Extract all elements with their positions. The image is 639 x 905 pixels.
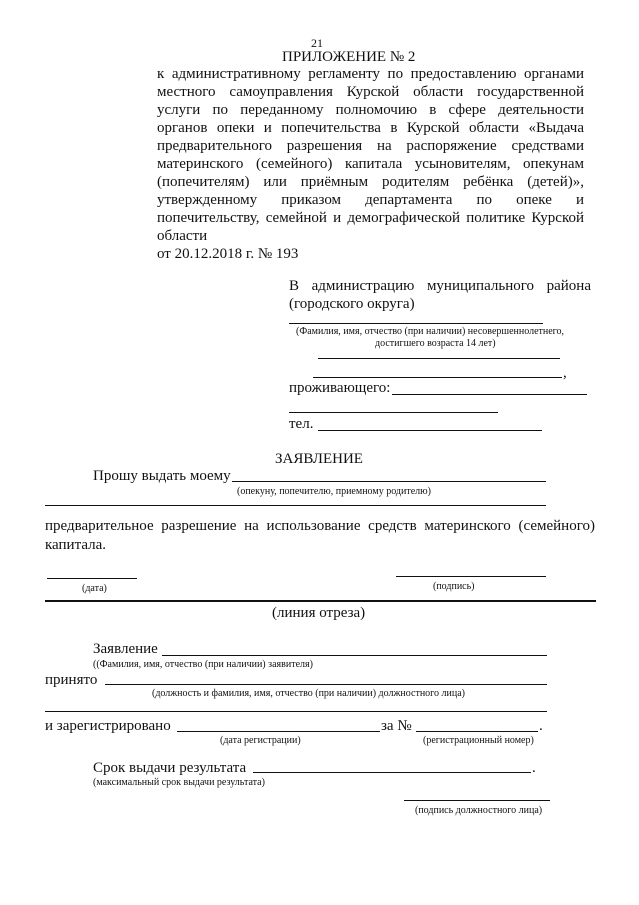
header-line: предварительного разрешения на распоряжение средствами	[157, 138, 584, 154]
header-line: области	[157, 228, 208, 244]
order-date: от 20.12.2018 г. № 193	[157, 246, 299, 262]
guardian-field[interactable]	[232, 481, 546, 482]
header-line: органов опеки и попечительства в Курской области «Выдача	[157, 120, 584, 136]
statement-title: ЗАЯВЛЕНИЕ	[275, 451, 363, 467]
reg-number-caption: (регистрационный номер)	[423, 735, 534, 746]
header-line: (попечителям) или приёмным родителям ребёнка (детей)»,	[157, 174, 584, 190]
date-field[interactable]	[47, 578, 137, 579]
official-signature-field[interactable]	[404, 800, 550, 801]
addressee-line: В администрацию муниципального района	[289, 278, 591, 294]
applicant-caption: ((Фамилия, имя, отчество (при наличии) заявителя)	[93, 659, 313, 670]
header-line: местного самоуправления Курской области государственной	[157, 84, 584, 100]
header-line: материнского (семейного) капитала усыновителям, опекунам	[157, 156, 584, 172]
deadline-field[interactable]	[253, 772, 531, 773]
guardian-field-line-2[interactable]	[45, 505, 546, 506]
fio-field[interactable]	[289, 323, 543, 324]
guardian-caption: (опекуну, попечителю, приемному родителю)	[237, 486, 431, 497]
official-caption: (должность и фамилия, имя, отчество (при наличии) должностного лица)	[152, 688, 465, 699]
signature-field[interactable]	[396, 576, 546, 577]
deadline-caption: (максимальный срок выдачи результата)	[93, 777, 265, 788]
page-number: 21	[311, 36, 323, 50]
accepted-label: принято	[45, 672, 98, 688]
statement-body: капитала.	[45, 537, 106, 553]
signature-caption: (подпись)	[433, 581, 475, 592]
registered-label: и зарегистрировано	[45, 718, 171, 734]
number-label: за №	[381, 718, 412, 734]
request-label: Прошу выдать моему	[93, 468, 231, 484]
fio-caption: (Фамилия, имя, отчество (при наличии) несовершеннолетнего,	[296, 326, 565, 337]
statement-body: предварительное разрешение на использование средств материнского (семейного)	[45, 518, 595, 534]
official-field-line-2[interactable]	[45, 711, 547, 712]
comma: ,	[563, 365, 567, 381]
reg-number-field[interactable]	[416, 731, 538, 732]
addressee-line: (городского округа)	[289, 296, 415, 312]
reg-date-field[interactable]	[177, 731, 380, 732]
fio-caption: достигшего возраста 14 лет)	[375, 338, 496, 349]
period: .	[532, 760, 536, 776]
period: .	[539, 718, 543, 734]
cut-line-label: (линия отреза)	[272, 605, 366, 621]
header-line: к административному регламенту по предоставлению органами	[157, 66, 584, 82]
official-signature-caption: (подпись должностного лица)	[415, 805, 543, 816]
address-field[interactable]	[392, 394, 587, 395]
header-line: утвержденному приказом департамента по опеке и	[157, 192, 584, 208]
official-field[interactable]	[105, 684, 547, 685]
phone-label: тел.	[289, 416, 314, 432]
phone-field[interactable]	[318, 430, 542, 431]
deadline-label: Срок выдачи результата	[93, 760, 247, 776]
address-field-line-2[interactable]	[289, 412, 498, 413]
fio-field-line-2[interactable]	[318, 358, 560, 359]
residing-label: проживающего:	[289, 380, 391, 396]
appendix-title: ПРИЛОЖЕНИЕ № 2	[282, 49, 416, 65]
date-caption: (дата)	[82, 583, 107, 594]
applicant-field[interactable]	[162, 655, 547, 656]
fio-field-line-3[interactable]	[313, 377, 562, 378]
header-line: услуги по переданному полномочию в сфере деятельности	[157, 102, 584, 118]
receipt-statement-label: Заявление	[93, 641, 158, 657]
reg-date-caption: (дата регистрации)	[220, 735, 301, 746]
cut-divider	[45, 600, 596, 602]
header-line: попечительству, семейной и демографической политике Курской	[157, 210, 584, 226]
